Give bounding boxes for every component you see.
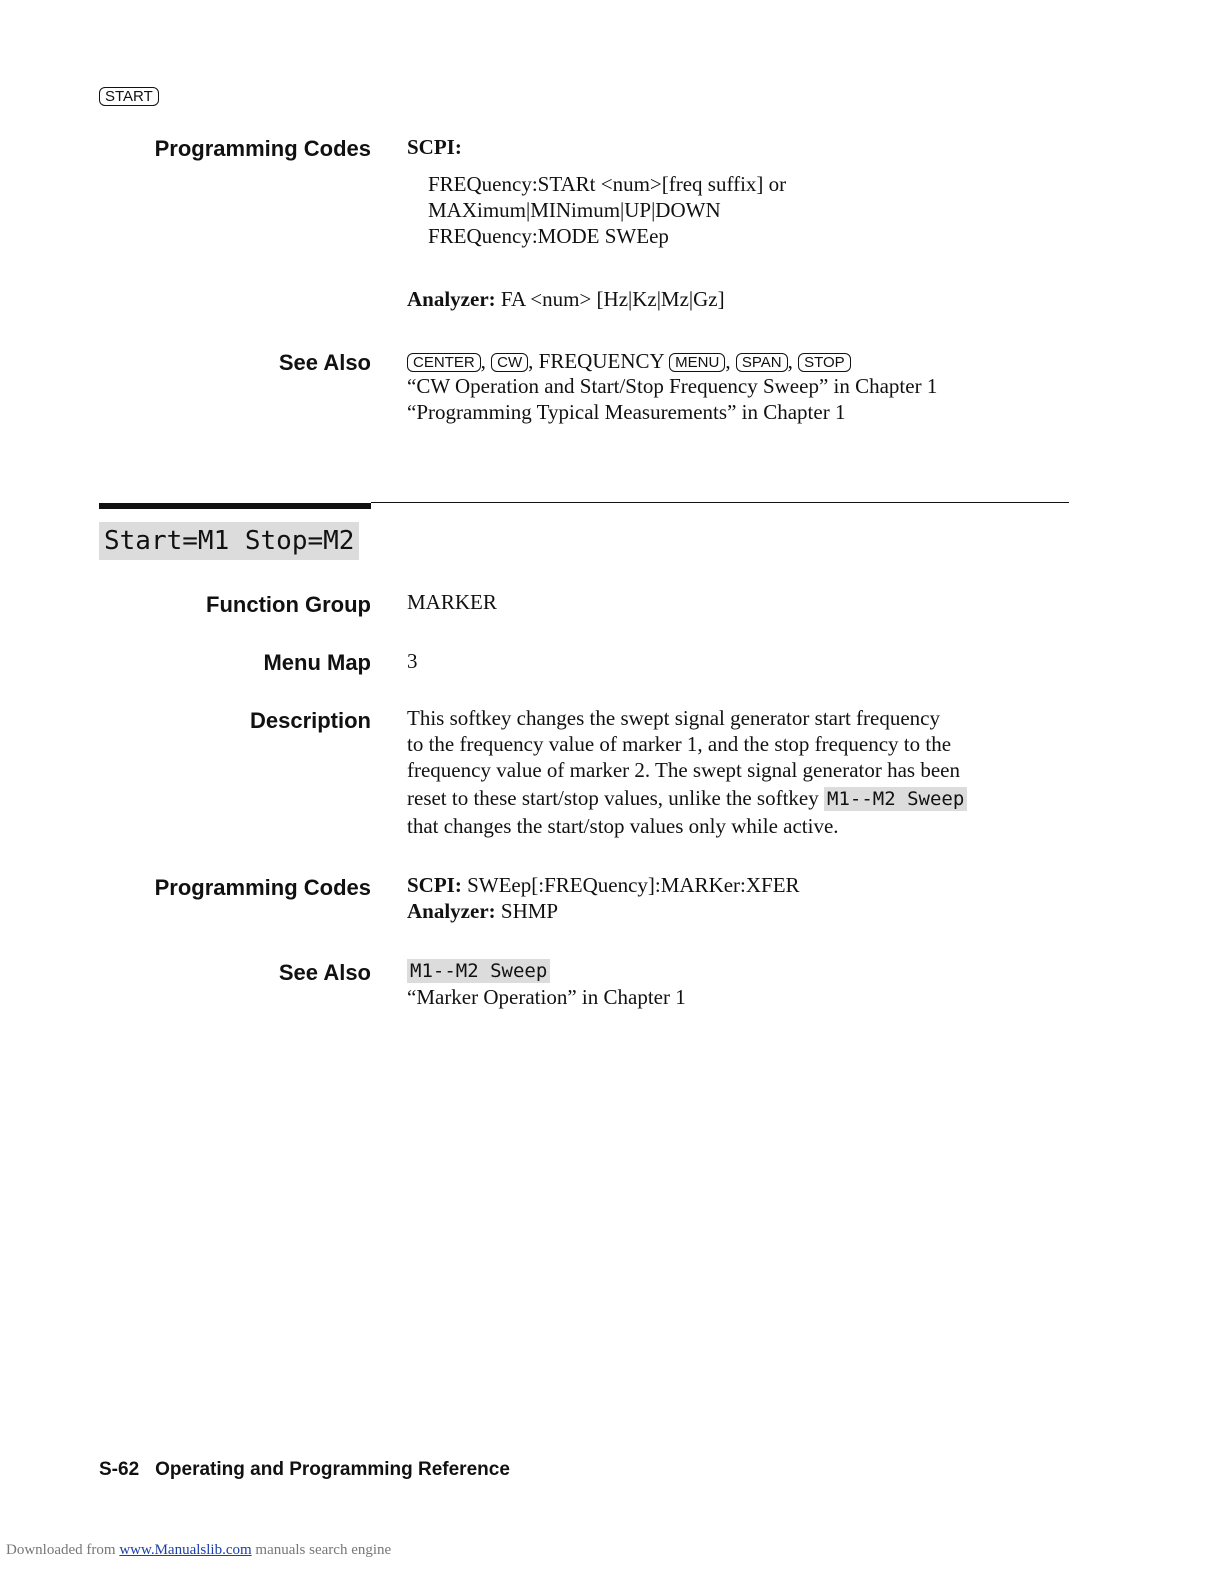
frequency-text: FREQUENCY	[538, 349, 664, 373]
scpi-line: FREQuency:MODE SWEep	[428, 224, 669, 248]
section-divider-thick	[99, 503, 371, 509]
analyzer-code	[407, 286, 725, 312]
footer-title: Operating and Programming Reference	[155, 1459, 510, 1480]
span-key: SPAN	[736, 353, 788, 372]
analyzer-value: SHMP	[500, 899, 559, 923]
separator: ,	[480, 349, 486, 373]
menu-key: MENU	[669, 353, 725, 372]
see-also-references	[407, 373, 937, 425]
analyzer-label: Analyzer:	[407, 287, 496, 311]
see-also-keys	[407, 348, 851, 374]
function-group-value: MARKER	[407, 590, 497, 614]
download-prefix: Downloaded from	[6, 1542, 116, 1558]
scpi-code	[407, 872, 800, 898]
reference-line: “CW Operation and Start/Stop Frequency Sweep” in Chapter 1	[407, 374, 938, 398]
see-also-reference: “Marker Operation” in Chapter 1	[407, 985, 686, 1009]
scpi-line: MAXimum|MINimum|UP|DOWN	[428, 198, 721, 222]
m1-m2-sweep-softkey-ref: M1--M2 Sweep	[824, 787, 967, 811]
description-line-text: reset to these start/stop values, unlike the softkey	[407, 786, 819, 810]
scpi-command-lines	[428, 171, 786, 249]
analyzer-label: Analyzer:	[407, 899, 496, 923]
scpi-line: FREQuency:STARt <num>[freq suffix] or	[428, 172, 787, 196]
softkey-section-title: Start=M1 Stop=M2	[99, 522, 359, 560]
page-footer	[99, 1459, 510, 1481]
separator: ,	[787, 349, 793, 373]
separator: ,	[528, 349, 534, 373]
analyzer-code	[407, 898, 558, 924]
programming-codes-heading: Programming Codes	[154, 136, 371, 161]
description-text	[407, 705, 967, 839]
center-key: CENTER	[407, 353, 481, 372]
scpi-label: SCPI:	[407, 873, 462, 897]
download-suffix: manuals search engine	[255, 1542, 392, 1558]
section-divider-thin	[371, 502, 1069, 503]
page-number: S-62	[99, 1459, 140, 1480]
description-line	[407, 785, 967, 812]
cw-key: CW	[491, 353, 528, 372]
function-group-heading: Function Group	[206, 592, 371, 617]
see-also-softkey-line	[407, 957, 550, 984]
separator: ,	[725, 349, 731, 373]
manualslib-link[interactable]: www.Manualslib.com	[119, 1542, 252, 1558]
menu-map-value: 3	[407, 649, 418, 673]
description-line: frequency value of marker 2. The swept signal generator has been	[407, 758, 960, 782]
description-line: that changes the start/stop values only while active.	[407, 814, 839, 838]
start-key: START	[99, 87, 159, 106]
description-line: This softkey changes the swept signal generator start frequency	[407, 706, 940, 730]
m1-m2-sweep-softkey-ref: M1--M2 Sweep	[407, 959, 550, 983]
scpi-value: SWEep[:FREQuency]:MARKer:XFER	[467, 873, 800, 897]
stop-key: STOP	[798, 353, 851, 372]
programming-codes-heading: Programming Codes	[154, 875, 371, 900]
description-line: to the frequency value of marker 1, and the stop frequency to the	[407, 732, 952, 756]
see-also-heading: See Also	[278, 960, 371, 985]
reference-line: “Programming Typical Measurements” in Chapter 1	[407, 400, 846, 424]
description-heading: Description	[249, 708, 371, 733]
download-notice	[6, 1542, 391, 1559]
menu-map-heading: Menu Map	[263, 650, 371, 675]
see-also-heading: See Also	[278, 350, 371, 375]
scpi-label: SCPI:	[407, 135, 462, 159]
analyzer-value: FA <num> [Hz|Kz|Mz|Gz]	[500, 287, 725, 311]
